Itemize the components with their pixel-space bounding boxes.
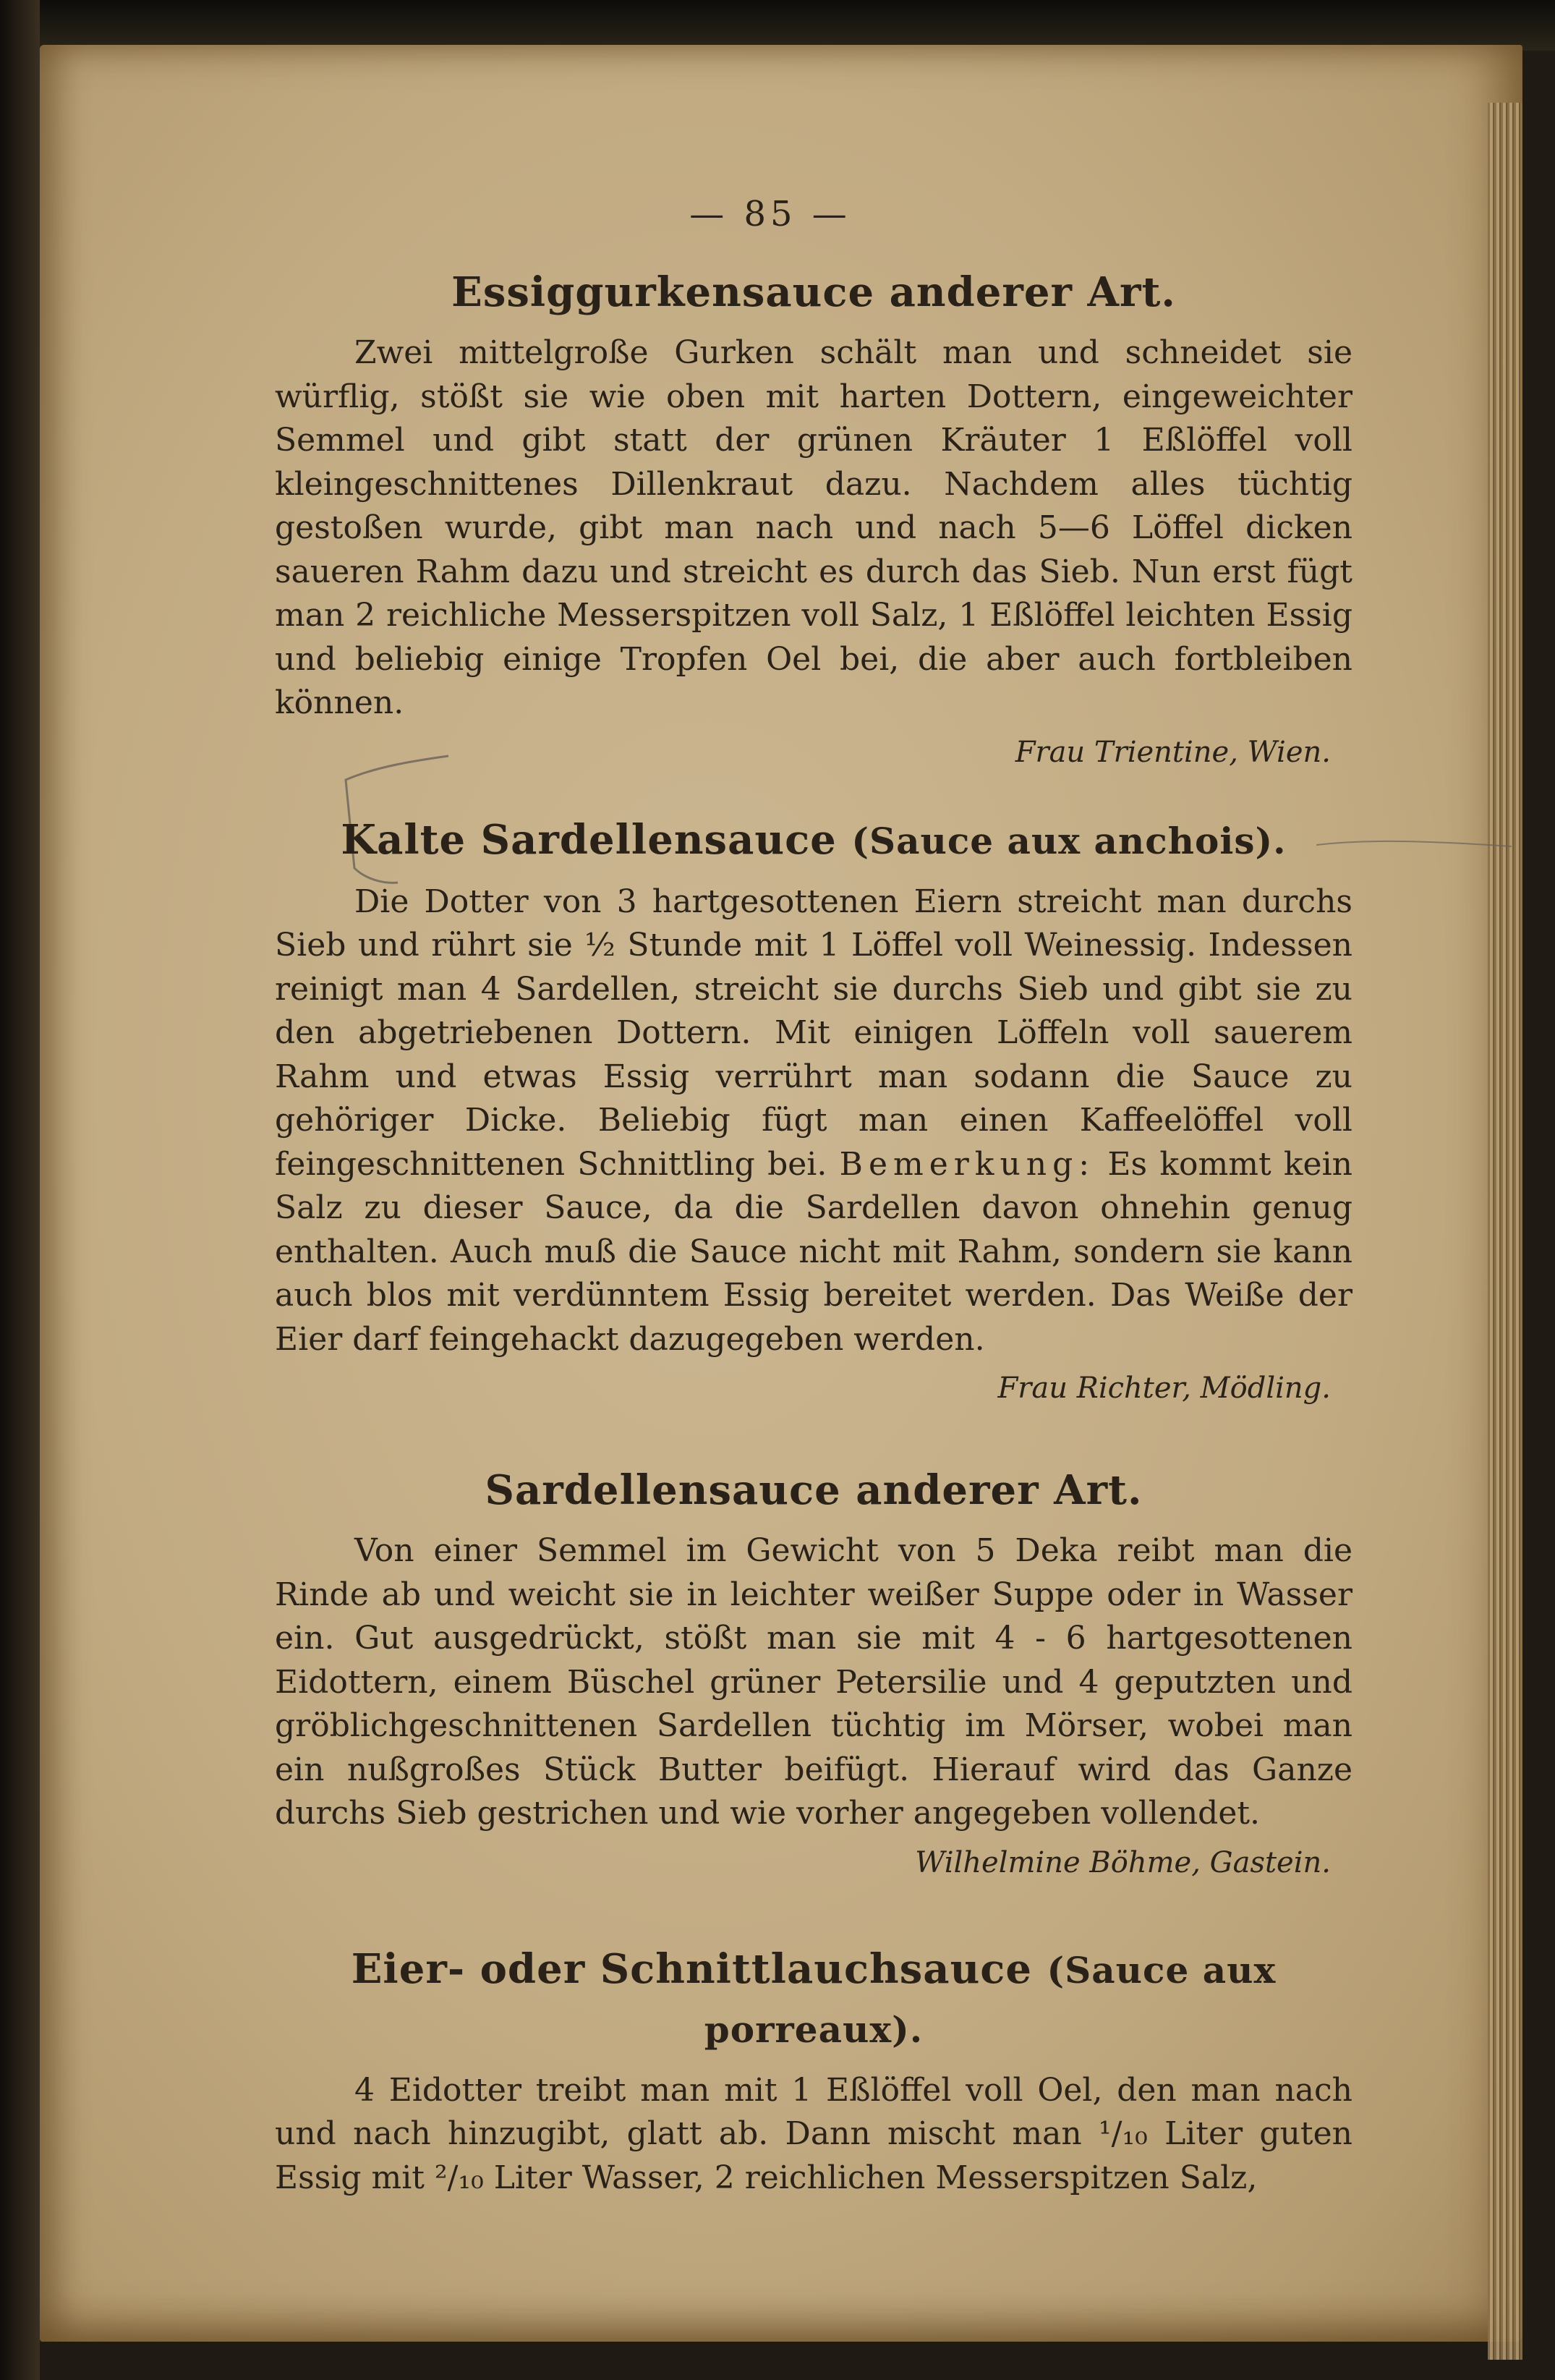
recipe-title-text: Sardellensauce anderer Art.	[485, 1466, 1143, 1514]
page-stack-edge	[1488, 103, 1522, 2360]
recipe-title-text: Essiggurkensauce anderer Art.	[451, 268, 1176, 316]
recipe-title	[275, 1461, 1352, 1519]
recipe-title	[275, 1940, 1352, 2059]
recipe-text: Von einer Semmel im Gewicht von 5 Deka reibt man die Rinde ab und weicht sie in leichter weißer Suppe oder in Wasser ein. Gut ausgedrückt, stößt man sie mit 4 - 6 hartgesottenen Eidottern, einem Büschel grüner Petersilie und 4 geputzten und gröblichgeschnittenen Sardellen tüchtig im Mörser, wobei man ein nußgroßes Stück Butter beifügt. Hierauf wird das Ganze durchs Sieb gestrichen und wie vorher angegeben vollendet.	[275, 1532, 1352, 1832]
remark-text: Es kommt kein Salz zu dieser Sauce, da die Sardellen davon ohnehin genug enthalten. Auch muß die Sauce nicht mit Rahm, sondern sie kann auch blos mit verdünntem Essig bereitet werden. Das Weiße der Eier darf feingehackt dazugegeben werden.	[275, 1145, 1352, 1358]
recipe-title	[275, 811, 1352, 870]
recipe-subtitle: (Sauce aux anchois).	[851, 819, 1287, 862]
recipe-text: 4 Eidotter treibt man mit 1 Eßlöffel voll Oel, den man nach und nach hinzugibt, glatt ab. Dann mischt man ¹/₁₀ Liter guten Essig mit ²/₁₀ Liter Wasser, 2 reichlichen Messerspitzen Salz,	[275, 2071, 1352, 2196]
recipe-section	[275, 1461, 1352, 1879]
recipe-subtitle: (Sauce aux porreaux).	[704, 1948, 1277, 2051]
recipe-author: Frau Richter, Mödling.	[997, 1372, 1331, 1405]
recipe-title	[275, 263, 1352, 321]
recipe-author: Frau Trientine, Wien.	[1015, 735, 1331, 769]
recipe-author: Wilhelmine Böhme, Gastein.	[915, 1845, 1331, 1879]
page-number: — 85 —	[689, 194, 851, 234]
book-spine-edge	[0, 0, 40, 2380]
remark-label: Bemerkung:	[839, 1145, 1096, 1183]
recipe-text: Zwei mittelgroße Gurken schält man und schneidet sie würflig, stößt sie wie oben mit harten Dottern, eingeweichter Semmel und gibt statt der grünen Kräuter 1 Eßlöffel voll kleingeschnittenes Dillenkraut dazu. Nachdem alles tüchtig gestoßen wurde, gibt man nach und nach 5—6 Löffel dicken saueren Rahm dazu und streicht es durch das Sieb. Nun erst fügt man 2 reichliche Messerspitzen voll Salz, 1 Eßlöffel leichten Essig und beliebig einige Tropfen Oel bei, die aber auch fortbleiben können.	[275, 334, 1352, 721]
recipe-title-text: Eier- oder Schnittlauchsauce	[351, 1945, 1033, 1993]
recipe-section	[275, 263, 1352, 769]
recipe-section	[275, 1940, 1352, 2201]
recipe-text	[275, 880, 1352, 1362]
recipe-title-text: Kalte Sardellensauce	[341, 815, 837, 864]
page-content	[275, 194, 1352, 2200]
recipe-section	[275, 811, 1352, 1406]
recipe-text-main: Die Dotter von 3 hartgesottenen Eiern streicht man durchs Sieb und rührt sie ½ Stunde mit 1 Löffel voll Weinessig. Indessen reinigt man 4 Sardellen, streicht sie durchs Sieb und gibt sie zu den abgetriebenen Dottern. Mit einigen Löffeln voll sauerem Rahm und etwas Essig verrührt man sodann die Sauce zu gehöriger Dicke. Beliebig fügt man einen Kaffeelöffel voll feingeschnittenen Schnittling bei.	[275, 883, 1352, 1183]
scanner-border-top	[0, 0, 1555, 51]
